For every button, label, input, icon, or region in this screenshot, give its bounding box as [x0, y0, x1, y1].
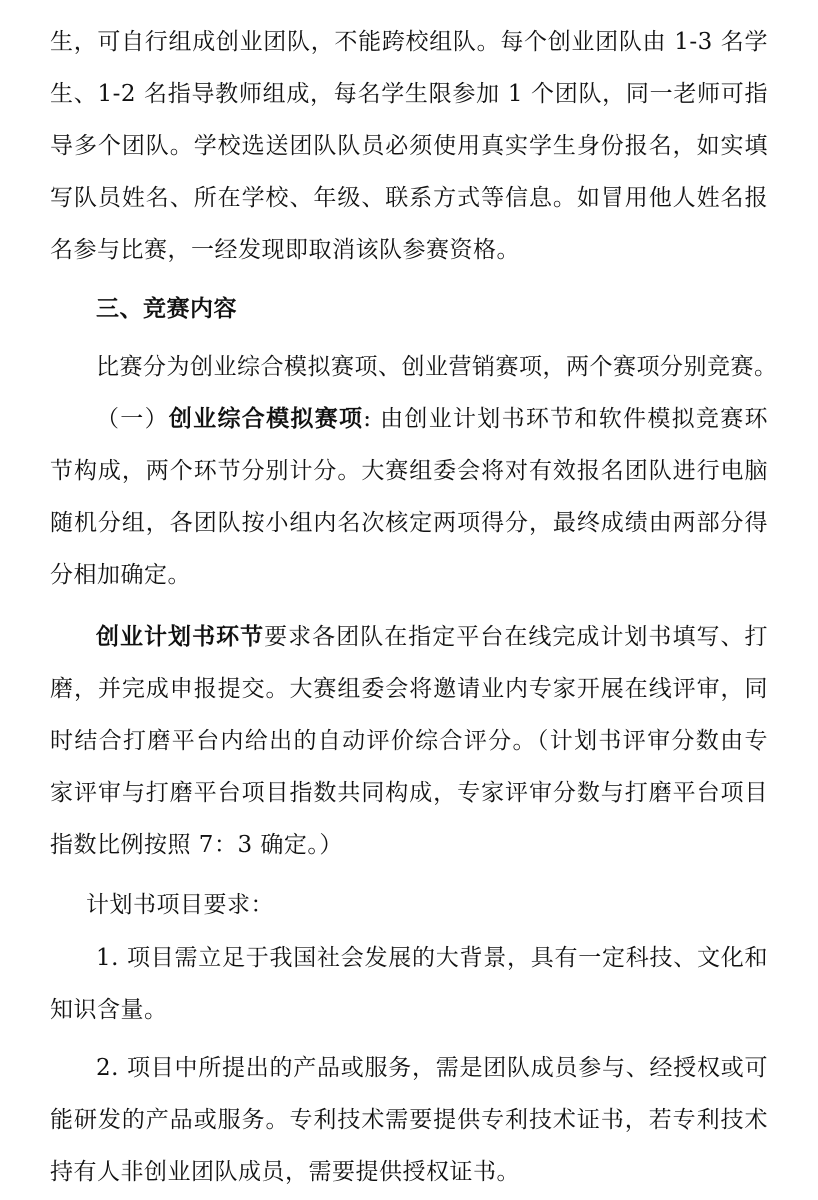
intro-paragraph: 比赛分为创业综合模拟赛项、创业营销赛项，两个赛项分别竞赛。	[96, 354, 778, 380]
paragraph-line: 生，可自行组成创业团队，不能跨校组队。每个创业团队由 1-3 名学	[50, 29, 768, 55]
paragraph-line: 生、1-2 名指导教师组成，每名学生限参加 1 个团队，同一老师可指	[50, 81, 768, 107]
requirements-title: 计划书项目要求：	[86, 892, 274, 918]
paragraph-line: 节构成，两个环节分别计分。大赛组委会将对有效报名团队进行电脑	[50, 458, 768, 484]
requirement-2-line: 持有人非创业团队成员，需要提供授权证书。	[50, 1159, 520, 1185]
item1-label: 创业综合模拟赛项	[168, 405, 364, 432]
item1-first-line	[96, 393, 768, 445]
requirement-2-line: 能研发的产品或服务。专利技术需要提供专利技术证书，若专利技术	[50, 1107, 768, 1133]
paragraph-line: 家评审与打磨平台项目指数共同构成，专家评审分数与打磨平台项目	[50, 780, 768, 806]
paragraph-line: 分相加确定。	[50, 562, 191, 588]
paragraph-line: 时结合打磨平台内给出的自动评价综合评分。（计划书评审分数由专	[50, 728, 768, 754]
requirement-2-line: 2. 项目中所提出的产品或服务，需是团队成员参与、经授权或可	[96, 1055, 768, 1081]
item1-prefix: （一）	[96, 406, 169, 432]
plan-text: 要求各团队在指定平台在线完成计划书填写、打	[264, 624, 769, 650]
plan-first-line	[96, 611, 768, 663]
paragraph-line: 磨，并完成申报提交。大赛组委会将邀请业内专家开展在线评审，同	[50, 676, 768, 702]
paragraph-line: 导多个团队。学校选送团队队员必须使用真实学生身份报名，如实填	[50, 133, 768, 159]
requirement-1-line: 知识含量。	[50, 997, 168, 1023]
requirement-1-line: 1. 项目需立足于我国社会发展的大背景，具有一定科技、文化和	[96, 945, 768, 971]
plan-label: 创业计划书环节	[96, 623, 265, 650]
item1-text: : 由创业计划书环节和软件模拟竞赛环	[363, 406, 769, 432]
section-heading: 三、竞赛内容	[96, 295, 237, 322]
paragraph-line: 写队员姓名、所在学校、年级、联系方式等信息。如冒用他人姓名报	[50, 185, 768, 211]
paragraph-line: 名参与比赛，一经发现即取消该队参赛资格。	[50, 237, 520, 263]
paragraph-line: 指数比例按照 7：3 确定。）	[50, 832, 343, 858]
paragraph-line: 随机分组，各团队按小组内名次核定两项得分，最终成绩由两部分得	[50, 510, 768, 536]
